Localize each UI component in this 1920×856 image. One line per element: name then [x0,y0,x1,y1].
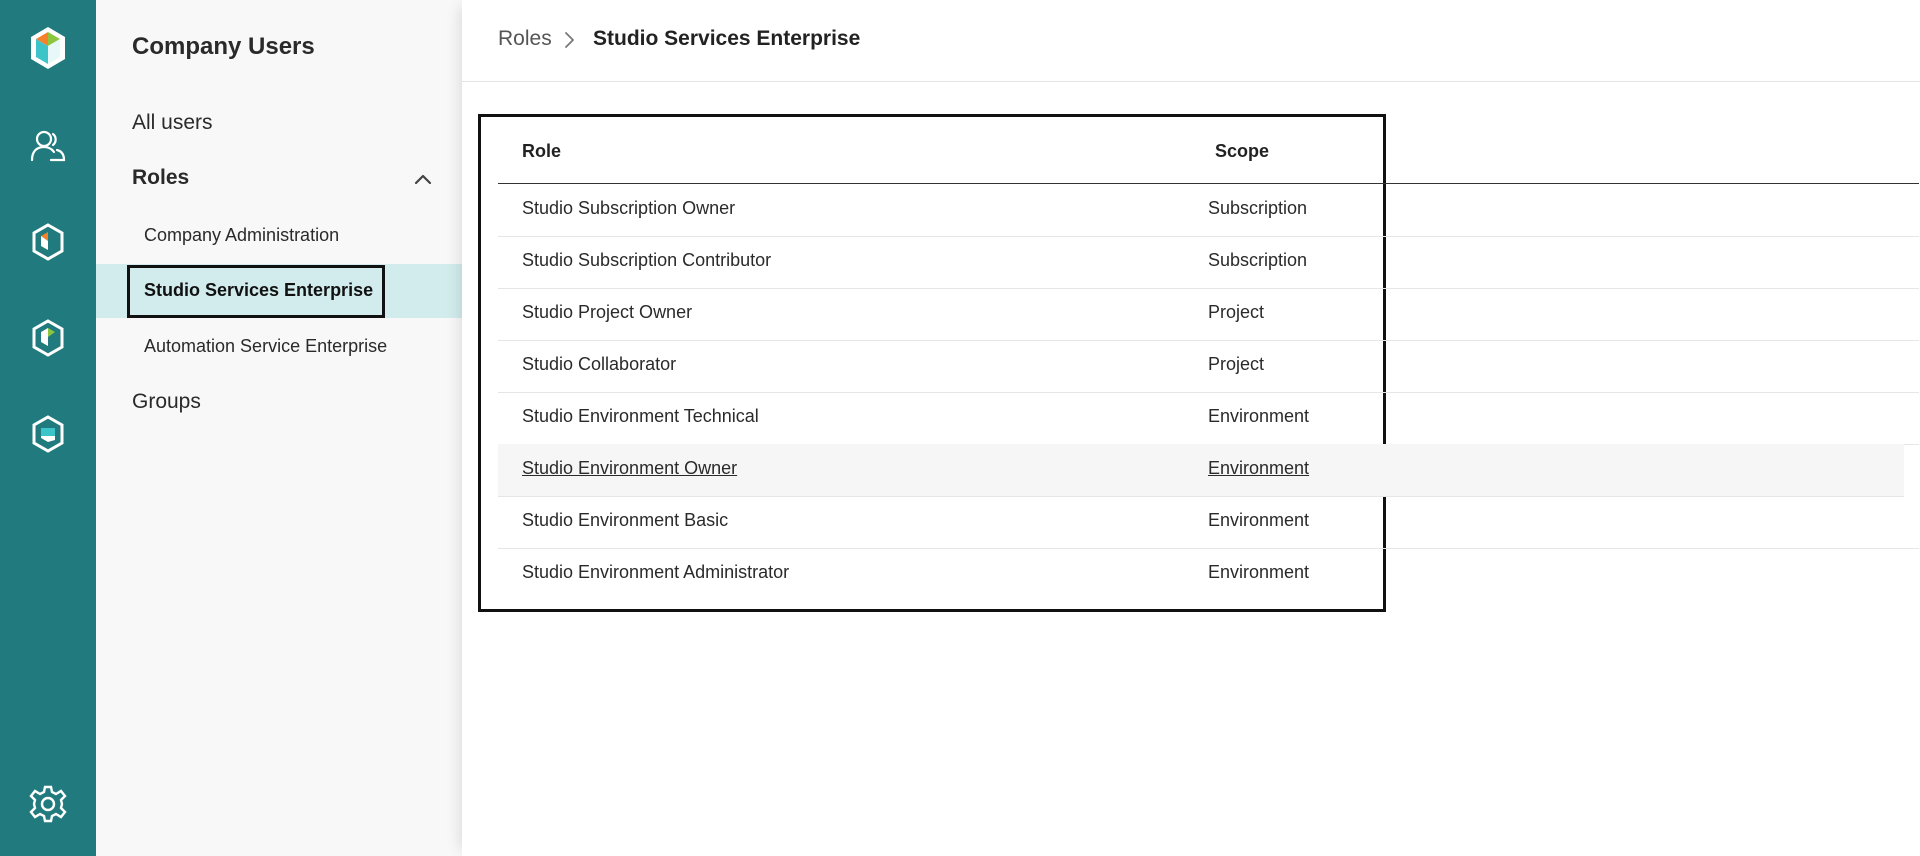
role-cell: Studio Project Owner [522,302,693,322]
table-row[interactable] [498,184,1919,237]
nav-item-automation-service-enterprise[interactable]: Automation Service Enterprise [144,336,388,356]
breadcrumb-roles-link[interactable]: Roles [498,27,552,50]
users-icon[interactable] [24,122,72,170]
column-header-role[interactable]: Role [522,141,562,161]
nav-item-label-active: Studio Services Enterprise [144,280,374,300]
table-row[interactable] [498,496,1919,549]
studio-icon[interactable] [24,218,72,266]
automation-icon[interactable] [24,314,72,362]
breadcrumb [462,0,1920,82]
chevron-up-icon[interactable] [414,172,432,190]
role-cell: Studio Subscription Owner [522,198,736,218]
column-header-scope[interactable]: Scope [1215,141,1270,161]
nav-item-all-users[interactable]: All users [132,111,213,134]
services-icon[interactable] [24,410,72,458]
scope-cell: Subscription [1208,198,1308,218]
role-cell: Studio Environment Administrator [522,562,790,582]
nav-roles-label: Roles [132,166,190,189]
table-row[interactable] [498,548,1919,600]
table-row[interactable] [498,340,1919,393]
main-content [462,0,1920,856]
scope-cell: Environment [1208,406,1310,426]
scope-cell: Subscription [1208,250,1308,270]
table-row-hovered[interactable] [498,444,1904,497]
app-logo-icon[interactable] [24,24,72,72]
nav-item-company-administration[interactable]: Company Administration [144,225,340,245]
role-cell: Studio Environment Technical [522,406,759,426]
role-cell: Studio Subscription Contributor [522,250,772,270]
table-row[interactable] [498,236,1919,289]
company-users-nav [96,0,462,856]
nav-item-roles[interactable] [132,166,432,196]
nav-item-groups[interactable]: Groups [132,390,201,413]
role-cell: Studio Collaborator [522,354,677,374]
scope-cell: Project [1208,354,1265,374]
breadcrumb-current: Studio Services Enterprise [593,27,861,50]
scope-cell: Environment [1208,458,1310,478]
icon-rail [0,0,96,856]
settings-icon[interactable] [24,780,72,828]
table-row[interactable] [498,392,1919,445]
chevron-right-icon [563,31,575,54]
nav-title: Company Users [132,33,315,60]
role-cell: Studio Environment Owner [522,458,738,478]
scope-cell: Environment [1208,562,1310,582]
scope-cell: Environment [1208,510,1310,530]
table-row[interactable] [498,288,1919,341]
role-cell: Studio Environment Basic [522,510,729,530]
scope-cell: Project [1208,302,1265,322]
